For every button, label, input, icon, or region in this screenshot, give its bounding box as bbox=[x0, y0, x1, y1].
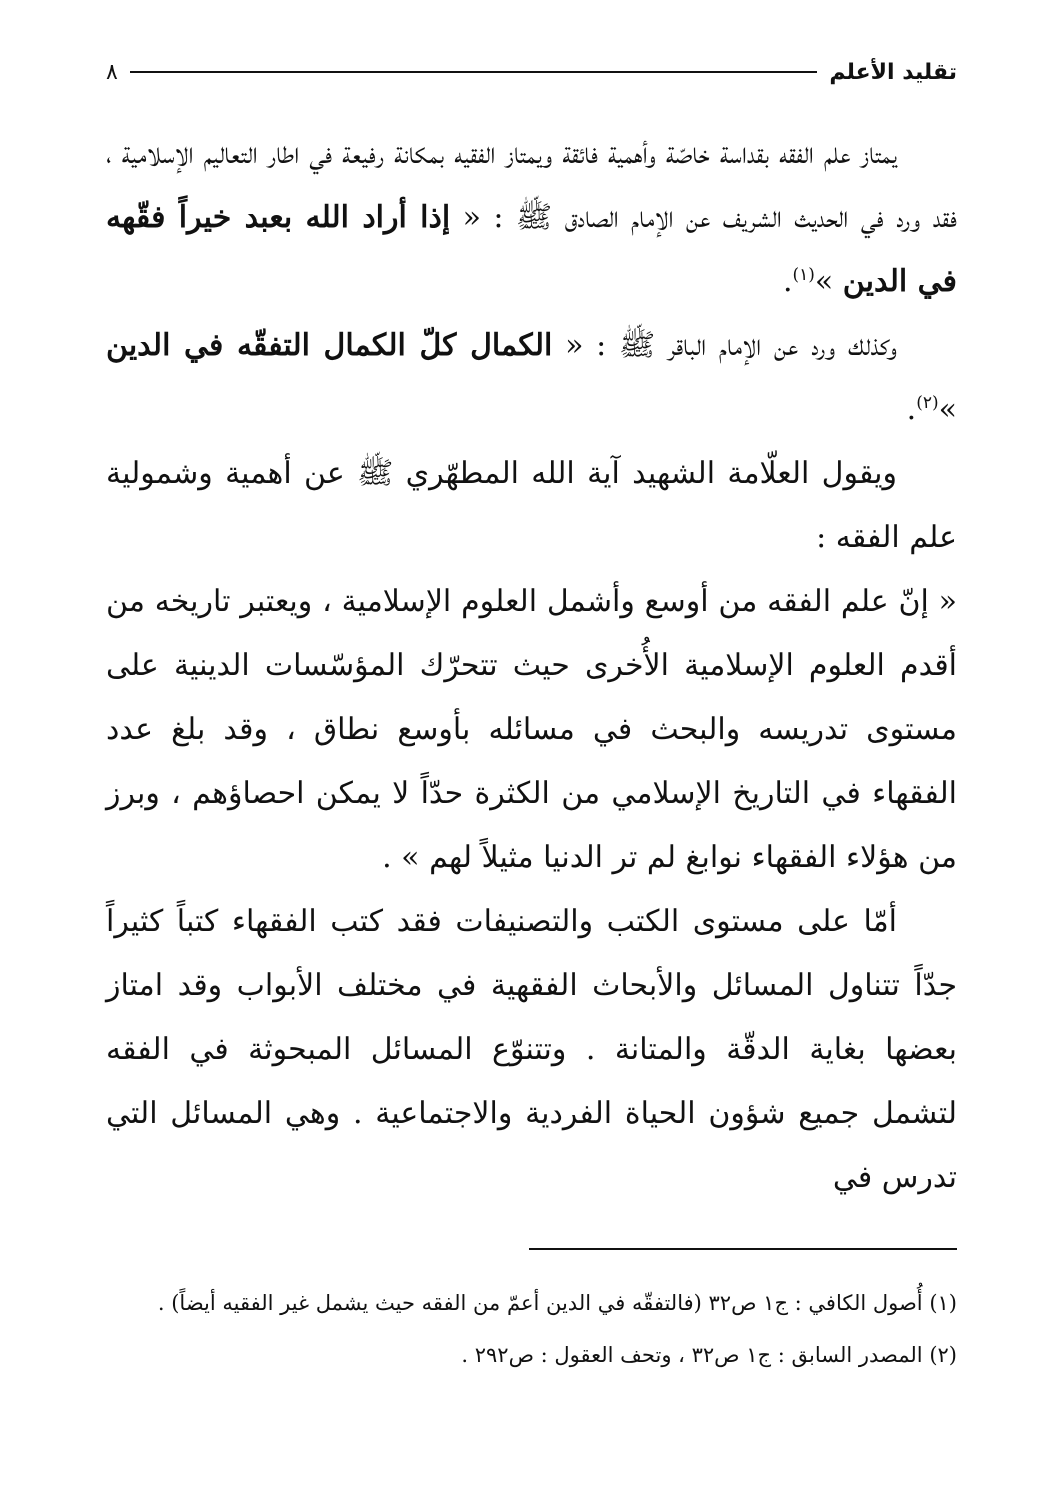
paragraph-5: أمّا على مستوى الكتب والتصنيفات فقد كتب الفقهاء كتباً كثيراً جدّاً تتناول المسائل والأبحاث الفقهية في مختلف الأبواب وقد امتاز بعضها بغاية الدقّة والمتانة . وتتنوّع المسائل المبحوثة في الفقه لتشمل جميع شؤون الحياة الفردية والاجتماعية . وهي المسائل التي تدرس في bbox=[106, 904, 957, 1195]
footnote-1: (١) أُصول الكافي : ج١ ص٣٢ (فالتفقّه في الدين أعمّ من الفقه حيث يشمل غير الفقيه أيضاً) . bbox=[157, 1291, 957, 1315]
quote-close-2: » bbox=[938, 392, 957, 427]
hadith-quote-1: إذا أراد الله بعبد خيراً فقّهه في الدين bbox=[106, 200, 957, 299]
running-title: تقليد الأعلم bbox=[829, 59, 957, 85]
paragraph-2-text: وكذلك ورد عن الإمام الباقر ﷺ : « bbox=[552, 328, 897, 363]
footnote-ref-1: (١) bbox=[792, 265, 815, 285]
quote-close-1: » bbox=[814, 264, 843, 299]
paragraph-2 bbox=[106, 314, 957, 442]
header-rule bbox=[130, 71, 818, 73]
footnote-2: (٢) المصدر السابق : ج١ ص٣٢ ، وتحف العقول : ص٢٩٢ . bbox=[461, 1343, 957, 1367]
main-text bbox=[106, 122, 957, 1210]
footnote-ref-2: (٢) bbox=[916, 393, 939, 413]
footnote-rule bbox=[529, 1248, 957, 1250]
hadith-quote-2: الكمال كلّ الكمال التفقّه في الدين bbox=[106, 328, 553, 363]
paragraph-1-text: يمتاز علم الفقه بقداسة خاصّة وأهمية فائقة ويمتاز الفقيه بمكانة رفيعة في اطار التعاليم الإسلامية ، فقد ورد في الحديث الشريف عن الإمام الصادق ﷺ : « bbox=[106, 136, 958, 235]
footnotes bbox=[106, 1282, 957, 1386]
paragraph-1-end: . bbox=[782, 264, 793, 299]
page-number: ٨ bbox=[106, 59, 118, 85]
paragraph-3: ويقول العلّامة الشهيد آية الله المطهّري ﷺ عن أهمية وشمولية علم الفقه : bbox=[106, 456, 957, 555]
paragraph-1 bbox=[106, 122, 957, 314]
running-header bbox=[106, 52, 957, 92]
paragraph-4-quote: « إنّ علم الفقه من أوسع وأشمل العلوم الإسلامية ، ويعتبر تاريخه من أقدم العلوم الإسلامية الأُخرى حيث تتحرّك المؤسّسات الدينية على مستوى تدريسه والبحث في مسائله بأوسع نطاق ، وقد بلغ عدد الفقهاء في التاريخ الإسلامي من الكثرة حدّاً لا يمكن احصاؤهم ، وبرز من هؤلاء الفقهاء نوابغ لم تر الدنيا مثيلاً لهم » . bbox=[106, 584, 957, 875]
paragraph-2-end: . bbox=[906, 392, 917, 427]
